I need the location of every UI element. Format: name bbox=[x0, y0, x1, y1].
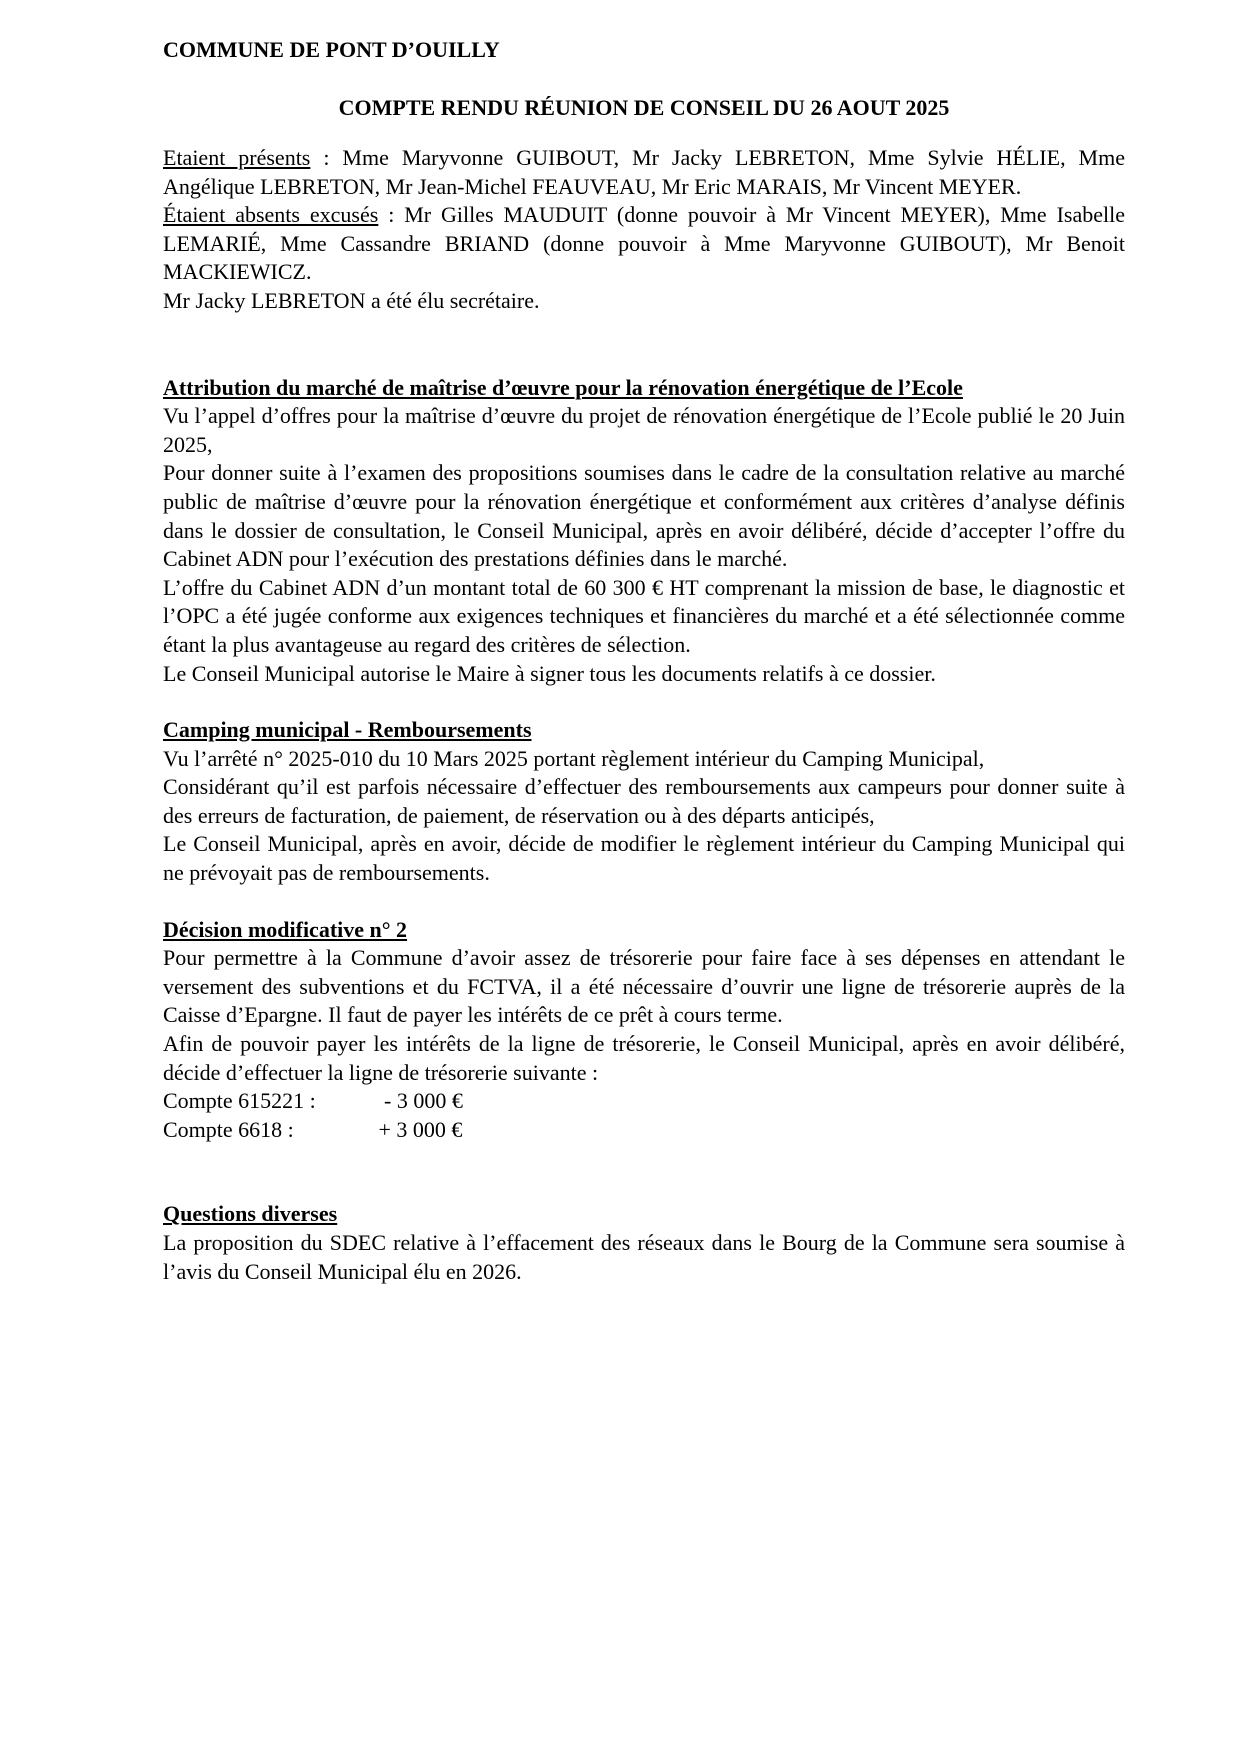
section-camping bbox=[163, 716, 1125, 888]
absents-paragraph bbox=[163, 201, 1125, 287]
marche-paragraph-3: L’offre du Cabinet ADN d’un montant total de 60 300 € HT comprenant la mission de base, le diagnostic et l’OPC a été jugée conforme aux exigences techniques et financières du marché et a été sélectionnée comme étant la plus avantageuse au regard des critères de sélection. bbox=[163, 574, 1125, 657]
section-heading-decision: Décision modificative n° 2 bbox=[163, 916, 408, 942]
document-page bbox=[163, 34, 1125, 1286]
decision-paragraph-1: Pour permettre à la Commune d’avoir assez de trésorerie pour faire face à ses dépenses en attendant le versement des subventions et du FCTVA, il a été nécessaire d’ouvrir une ligne de trésorerie auprès de la Caisse d’Epargne. Il faut de payer les intérêts de ce prêt à cours terme. bbox=[163, 945, 1125, 1028]
compte-label: Compte 615221 : bbox=[163, 1088, 316, 1114]
document-title: COMPTE RENDU RÉUNION DE CONSEIL DU 26 AOUT 2025 bbox=[338, 95, 950, 120]
section-decision bbox=[163, 916, 1125, 1145]
compte-row bbox=[163, 1116, 1125, 1145]
camping-paragraph-1: Vu l’arrêté n° 2025-010 du 10 Mars 2025 portant règlement intérieur du Camping Municipal, bbox=[163, 745, 985, 771]
section-heading-questions: Questions diverses bbox=[163, 1201, 338, 1227]
questions-paragraph-1: La proposition du SDEC relative à l’effacement des réseaux dans le Bourg de la Commune sera soumise à l’avis du Conseil Municipal élu en 2026. bbox=[163, 1230, 1125, 1284]
absents-text: : Mr Gilles MAUDUIT (donne pouvoir à Mr Vincent MEYER), Mme Isabelle LEMARIÉ, Mme Cassandre BRIAND (donne pouvoir à Mme Maryvonne GUIBOUT), Mr Benoit MACKIEWICZ. bbox=[163, 202, 1125, 285]
compte-row bbox=[163, 1087, 1125, 1116]
compte-label: Compte 6618 : bbox=[163, 1116, 294, 1142]
camping-paragraph-2: Considérant qu’il est parfois nécessaire d’effectuer des remboursements aux campeurs pour donner suite à des erreurs de facturation, de paiement, de réservation ou à des départs anticipés, bbox=[163, 774, 1125, 828]
presents-text: : Mme Maryvonne GUIBOUT, Mr Jacky LEBRETON, Mme Sylvie HÉLIE, Mme Angélique LEBRETON, Mr Jean-Michel FEAUVEAU, Mr Eric MARAIS, Mr Vincent MEYER. bbox=[163, 145, 1125, 199]
marche-paragraph-2: Pour donner suite à l’examen des propositions soumises dans le cadre de la consultation relative au marché public de maîtrise d’œuvre pour la rénovation énergétique et conformément aux critères d’analyse définis dans le dossier de consultation, le Conseil Municipal, après en avoir délibéré, décide d’accepter l’offre du Cabinet ADN pour l’exécution des prestations définies dans le marché. bbox=[163, 460, 1125, 572]
compte-amount: - 3 000 € bbox=[373, 1088, 463, 1114]
section-heading-camping: Camping municipal - Remboursements bbox=[163, 717, 532, 743]
absents-label: Étaient absents excusés bbox=[163, 202, 379, 228]
section-questions bbox=[163, 1200, 1125, 1286]
section-marche bbox=[163, 374, 1125, 689]
marche-paragraph-1: Vu l’appel d’offres pour la maîtrise d’œuvre du projet de rénovation énergétique de l’Ecole publié le 20 Juin 2025, bbox=[163, 403, 1125, 457]
attendance-block bbox=[163, 144, 1125, 316]
decision-paragraph-2: Afin de pouvoir payer les intérêts de la ligne de trésorerie, le Conseil Municipal, après en avoir délibéré, décide d’effectuer la ligne de trésorerie suivante : bbox=[163, 1031, 1125, 1085]
marche-paragraph-4: Le Conseil Municipal autorise le Maire à signer tous les documents relatifs à ce dossier. bbox=[163, 660, 936, 686]
presents-label: Etaient présents bbox=[163, 145, 311, 170]
compte-amount: + 3 000 € bbox=[373, 1116, 463, 1142]
section-heading-marche: Attribution du marché de maîtrise d’œuvre pour la rénovation énergétique de l’Ecole bbox=[163, 374, 963, 400]
camping-paragraph-3: Le Conseil Municipal, après en avoir, décide de modifier le règlement intérieur du Camping Municipal qui ne prévoyait pas de remboursements. bbox=[163, 831, 1125, 886]
commune-name: COMMUNE DE PONT D’OUILLY bbox=[163, 37, 500, 62]
presents-paragraph bbox=[163, 144, 1125, 201]
secretary-line: Mr Jacky LEBRETON a été élu secrétaire. bbox=[163, 287, 540, 313]
